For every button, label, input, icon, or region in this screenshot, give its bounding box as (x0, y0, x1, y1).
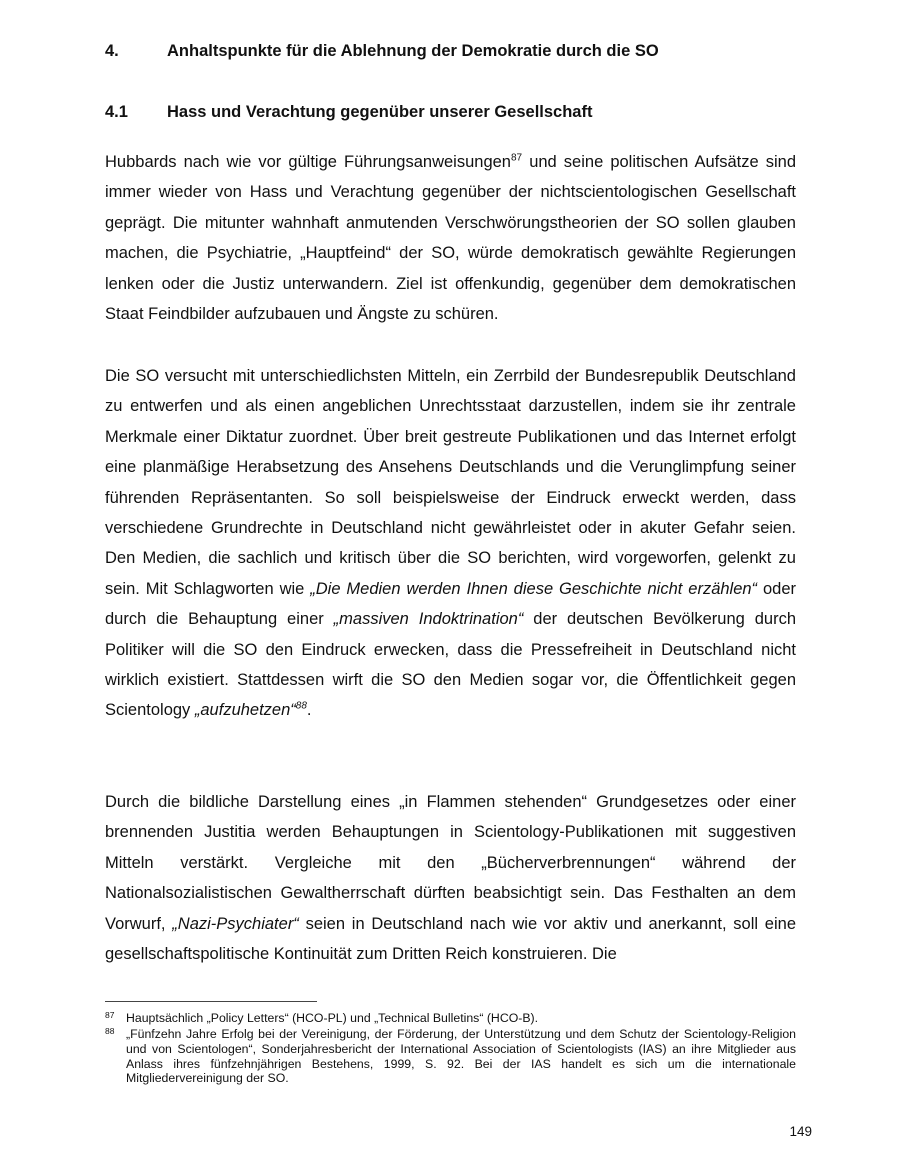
footnote-88 (105, 1027, 796, 1086)
footnote-number: 88 (105, 1026, 115, 1036)
paragraph-text: Die SO versucht mit unterschiedlichsten Mitteln, ein Zerrbild der Bundesrepublik Deutschland zu entwerfen und als einen angeblichen Unrechtsstaat darzustellen, indem sie ihr zentrale Merkmale einer Diktatur zuordnet. Über breit gestreute Publikationen und das Internet erfolgt eine planmäßige Herabsetzung des Ansehens Deutschlands und die Verunglimpfung seiner führenden Repräsentanten. So soll beispielsweise der Eindruck erweckt werden, dass verschiedene Grundrechte in Deutschland nicht gewährleistet oder in akuter Gefahr seien. Den Medien, die sachlich und kritisch über die SO berichten, wird vorgeworfen, gelenkt zu sein. Mit Schlagworten wie (105, 367, 796, 598)
section-number: 4. (105, 42, 119, 60)
footnote-87 (105, 1011, 796, 1026)
footnote-ref-87[interactable]: 87 (510, 152, 523, 164)
quote-italic: „Nazi-Psychiater“ (172, 914, 299, 933)
quote-italic: „Die Medien werden Ihnen diese Geschichte nicht erzählen“ (310, 579, 758, 598)
footnote-ref-88[interactable]: 88 (295, 700, 307, 712)
footnote-text: „Fünfzehn Jahre Erfolg bei der Vereinigung, der Förderung, der Unterstützung und dem Schutz der Scientology-Religion und von Scientologen“, Sonderjahresbericht der International Association of Scientologists (IAS) an ihre Mitglieder aus Anlass ihres fünfzehnjährigen Bestehens, 1999, S. 92. Bei der IAS handelt es sich um die internationale Mitgliedervereinigung der SO. (126, 1027, 796, 1086)
paragraph-text: Hubbards nach wie vor gültige Führungsanweisungen (105, 153, 511, 171)
paragraph-text: und seine politischen Aufsätze sind immer wieder von Hass und Verachtung gegenüber der nichtscientologischen Gesellschaft geprägt. Die mitunter wahnhaft anmutenden Verschwörungstheorien der SO sollen glauben machen, die Psychiatrie, „Hauptfeind“ der SO, würde demokratisch gewählte Regierungen lenken oder die Justiz unterwandern. Ziel ist offenkundig, gegenüber dem demokratischen Staat Feindbilder aufzubauen und Ängste zu schüren. (105, 153, 797, 324)
paragraph-2 (105, 361, 796, 726)
paragraph-text: . (306, 701, 312, 720)
paragraph-text: seien in Deutschland nach wie vor aktiv und anerkannt, soll eine gesellschaftspolitische Kontinuität zum Dritten Reich konstruieren. Die (105, 914, 796, 964)
paragraph-text: oder durch die Behauptung einer (105, 579, 797, 629)
section-heading-4 (105, 42, 659, 61)
paragraph-3 (105, 787, 796, 969)
footnote-text: Hauptsächlich „Policy Letters“ (HCO-PL) und „Technical Bulletins“ (HCO-B). (126, 1011, 539, 1025)
section-heading-4-1 (105, 103, 592, 122)
paragraph-text: der deutschen Bevölkerung durch Politiker will die SO den Eindruck erwecken, dass die Pressefreiheit in Deutschland nicht wirklich existiert. Stattdessen wirft die SO den Medien sogar vor, die Öffentlichkeit gegen Scientology (105, 610, 797, 720)
quote-italic: „massiven Indoktrination“ (333, 610, 524, 629)
paragraph-text: Durch die bildliche Darstellung eines „in Flammen stehenden“ Grundgesetzes oder einer brennenden Justitia werden Behauptungen in Scientology-Publikationen mit suggestiven Mitteln verstärkt. Vergleiche mit den „Bücherverbrennungen“ während der Nationalsozialistischen Gewaltherrschaft dürften beabsichtigt sein. Das Festhalten an dem Vorwurf, (105, 793, 796, 933)
section-number: 4.1 (105, 103, 128, 121)
footnote-number: 87 (105, 1010, 115, 1020)
section-title: Hass und Verachtung gegenüber unserer Gesellschaft (167, 103, 593, 121)
section-title: Anhaltspunkte für die Ablehnung der Demokratie durch die SO (167, 42, 659, 60)
page-number: 149 (789, 1124, 812, 1139)
paragraph-1 (105, 147, 796, 329)
footnote-divider (105, 1001, 317, 1002)
quote-italic: „aufzuhetzen“ (194, 701, 296, 720)
